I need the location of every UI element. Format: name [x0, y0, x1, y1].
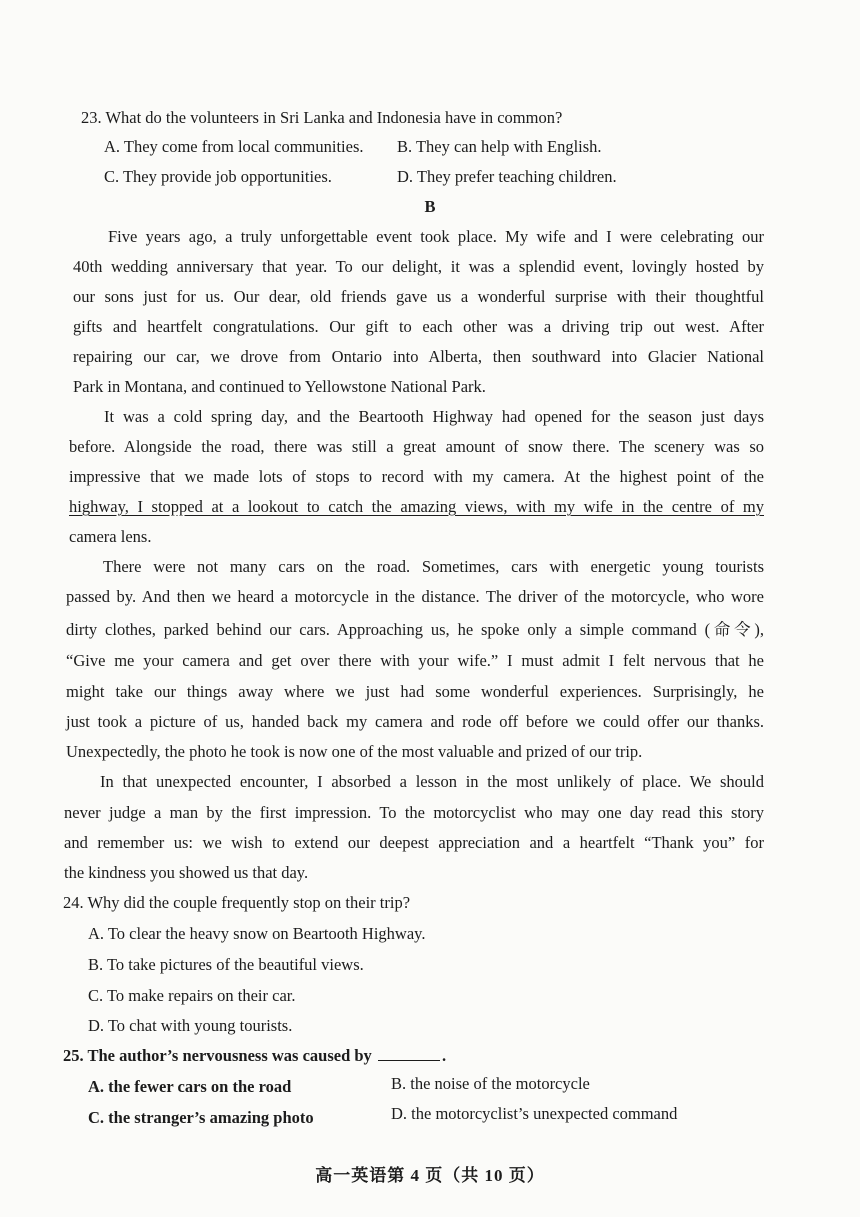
- q25-option-b: B. the noise of the motorcycle: [391, 1074, 590, 1093]
- passage-line: camera lens.: [69, 527, 152, 546]
- q25-option-c: C. the stranger’s amazing photo: [88, 1108, 314, 1127]
- answer-blank: [378, 1046, 440, 1061]
- passage-line: Five years ago, a truly unforgettable event took place. My wife and I were celebrating our: [108, 227, 764, 246]
- q24-stem: 24. Why did the couple frequently stop on their trip?: [63, 893, 411, 912]
- passage-line: “Give me your camera and get over there with your wife.” I must admit I felt nervous that he: [66, 651, 764, 670]
- q25-option-d: D. the motorcyclist’s unexpected command: [391, 1104, 678, 1123]
- passage-line: In that unexpected encounter, I absorbed a lesson in the most unlikely of place. We should: [100, 772, 764, 791]
- passage-line: the kindness you showed us that day.: [64, 863, 309, 882]
- passage-line: repairing our car, we drove from Ontario into Alberta, then southward into Glacier National: [73, 347, 764, 366]
- passage-line: never judge a man by the first impression. To the motorcyclist who may one day read this story: [64, 803, 764, 822]
- passage-line: gifts and heartfelt congratulations. Our gift to each other was a driving trip out west. After: [73, 317, 764, 336]
- q24-option-d: D. To chat with young tourists.: [88, 1016, 293, 1035]
- q23-option-a: A. They come from local communities.: [104, 137, 364, 156]
- q23-option-d: D. They prefer teaching children.: [397, 167, 617, 186]
- q24-option-a: A. To clear the heavy snow on Beartooth Highway.: [88, 924, 426, 943]
- passage-line: our sons just for us. Our dear, old friends gave us a wonderful surprise with their thoughtful: [73, 287, 764, 306]
- passage-line: 40th wedding anniversary that year. To our delight, it was a splendid event, lovingly hosted by: [73, 257, 764, 276]
- passage-line: passed by. And then we heard a motorcycle in the distance. The driver of the motorcycle, who wore: [66, 587, 764, 606]
- passage-line: There were not many cars on the road. Sometimes, cars with energetic young tourists: [103, 557, 764, 576]
- passage-line: It was a cold spring day, and the Beartooth Highway had opened for the season just days: [104, 407, 764, 426]
- section-label: B: [424, 197, 436, 216]
- passage-line: Unexpectedly, the photo he took is now one of the most valuable and prized of our trip.: [66, 742, 643, 761]
- passage-line: might take our things away where we just had some wonderful experiences. Surprisingly, he: [66, 682, 764, 701]
- passage-line: dirty clothes, parked behind our cars. Approaching us, he spoke only a simple command (命令),: [66, 620, 764, 639]
- q24-option-b: B. To take pictures of the beautiful views.: [88, 955, 364, 974]
- page-footer: 高一英语第 4 页（共 10 页）: [315, 1166, 545, 1185]
- q23-stem: 23. What do the volunteers in Sri Lanka and Indonesia have in common?: [81, 108, 563, 127]
- passage-line-underlined: highway, I stopped at a lookout to catch the amazing views, with my wife in the centre of my: [69, 497, 764, 516]
- passage-line: and remember us: we wish to extend our deepest appreciation and a heartfelt “Thank you” for: [64, 833, 764, 852]
- q25-option-a: A. the fewer cars on the road: [88, 1077, 292, 1096]
- q23-option-c: C. They provide job opportunities.: [104, 167, 332, 186]
- q23-option-b: B. They can help with English.: [397, 137, 602, 156]
- q25-stem-text: 25. The author’s nervousness was caused by: [63, 1046, 372, 1065]
- passage-line: Park in Montana, and continued to Yellowstone National Park.: [73, 377, 486, 396]
- passage-line: before. Alongside the road, there was still a great amount of snow there. The scenery was so: [69, 437, 764, 456]
- passage-line: impressive that we made lots of stops to record with my camera. At the highest point of the: [69, 467, 764, 486]
- q24-option-c: C. To make repairs on their car.: [88, 986, 296, 1005]
- q25-stem: [63, 1046, 446, 1066]
- q25-stem-end: .: [441, 1046, 447, 1065]
- passage-line: just took a picture of us, handed back my camera and rode off before we could offer our thanks.: [66, 712, 764, 731]
